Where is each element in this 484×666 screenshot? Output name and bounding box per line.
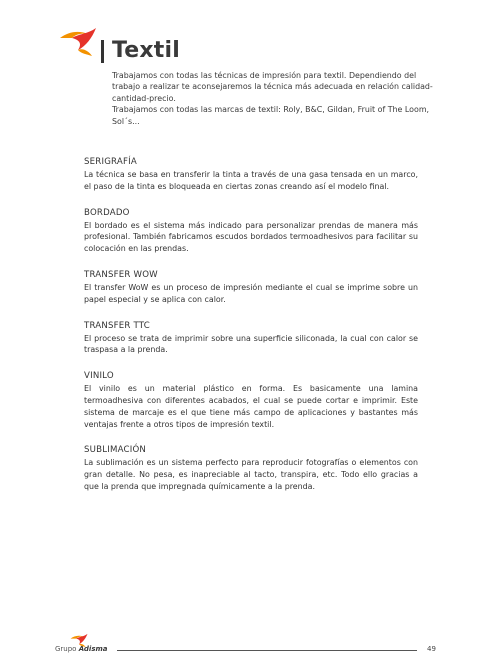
section-body: El vinilo es un material plástico en forma. Es basicamente una lamina termoadhesiva con diferentes acabados, el cual se puede cortar e imprimir. Este sistema de marcaje es el que tiene más campo de aplicaciones y bastantes más ventajas frente a otros tipos de impresión textil. [84, 384, 418, 429]
intro-paragraph: Trabajamos con todas las marcas de textil: Roly, B&C, Gildan, Fruit of The Loom, Sol´s... [112, 105, 430, 126]
bird-logo-icon [58, 24, 98, 58]
technique-sections [84, 157, 418, 508]
section-body: El proceso se trata de imprimir sobre una superficie siliconada, la cual con calor se traspasa a la prenda. [84, 333, 418, 355]
brand-prefix: Grupo [55, 645, 77, 653]
section-title: SERIGRAFÍA [84, 157, 137, 167]
section-title: TRANSFER TTC [84, 320, 150, 331]
intro-text [112, 70, 438, 127]
section-body: El bordado es el sistema más indicado para personalizar prendas de manera más profesional. También fabricamos escudos bordados termoadhesivos para facilitar su colocación en las prendas. [84, 220, 418, 254]
section-title: BORDADO [84, 207, 130, 218]
section-body: La sublimación es un sistema perfecto para reproducir fotografías o elementos con gran detalle. No pesa, es inapreciable al tacto, transpira, etc. Todo ello gracias a que la prenda que impregnada químicamente a la prenda. [84, 458, 418, 491]
intro-paragraph: Trabajamos con todas las técnicas de impresión para textil. Dependiendo del trabajo a realizar te aconsejaremos la técnica más adecuada en relación calidad-cantidad-precio. [112, 71, 433, 103]
section-title: VINILO [84, 371, 114, 382]
section-title: TRANSFER WOW [84, 269, 158, 280]
footer-divider [117, 650, 417, 651]
section-vinilo [84, 371, 418, 430]
title-divider [101, 40, 104, 63]
section-sublimacion [84, 445, 418, 492]
section-serigrafia [84, 157, 418, 193]
section-body: El transfer WoW es un proceso de impresión mediante el cual se imprime sobre un papel especial y se aplica con calor. [84, 282, 418, 304]
section-bordado [84, 208, 418, 255]
section-transfer-ttc [84, 321, 418, 357]
brand-name: Adisma [78, 645, 108, 653]
page-title: Textil [112, 38, 180, 63]
page-number: 49 [427, 645, 436, 653]
footer-brand [55, 645, 108, 653]
section-transfer-wow [84, 270, 418, 306]
section-body: La técnica se basa en transferir la tinta a través de una gasa tensada en un marco, el paso de la tinta es bloqueada en ciertas zonas creando así el modelo final. [84, 170, 418, 191]
section-title: SUBLIMACIÓN [84, 445, 147, 456]
